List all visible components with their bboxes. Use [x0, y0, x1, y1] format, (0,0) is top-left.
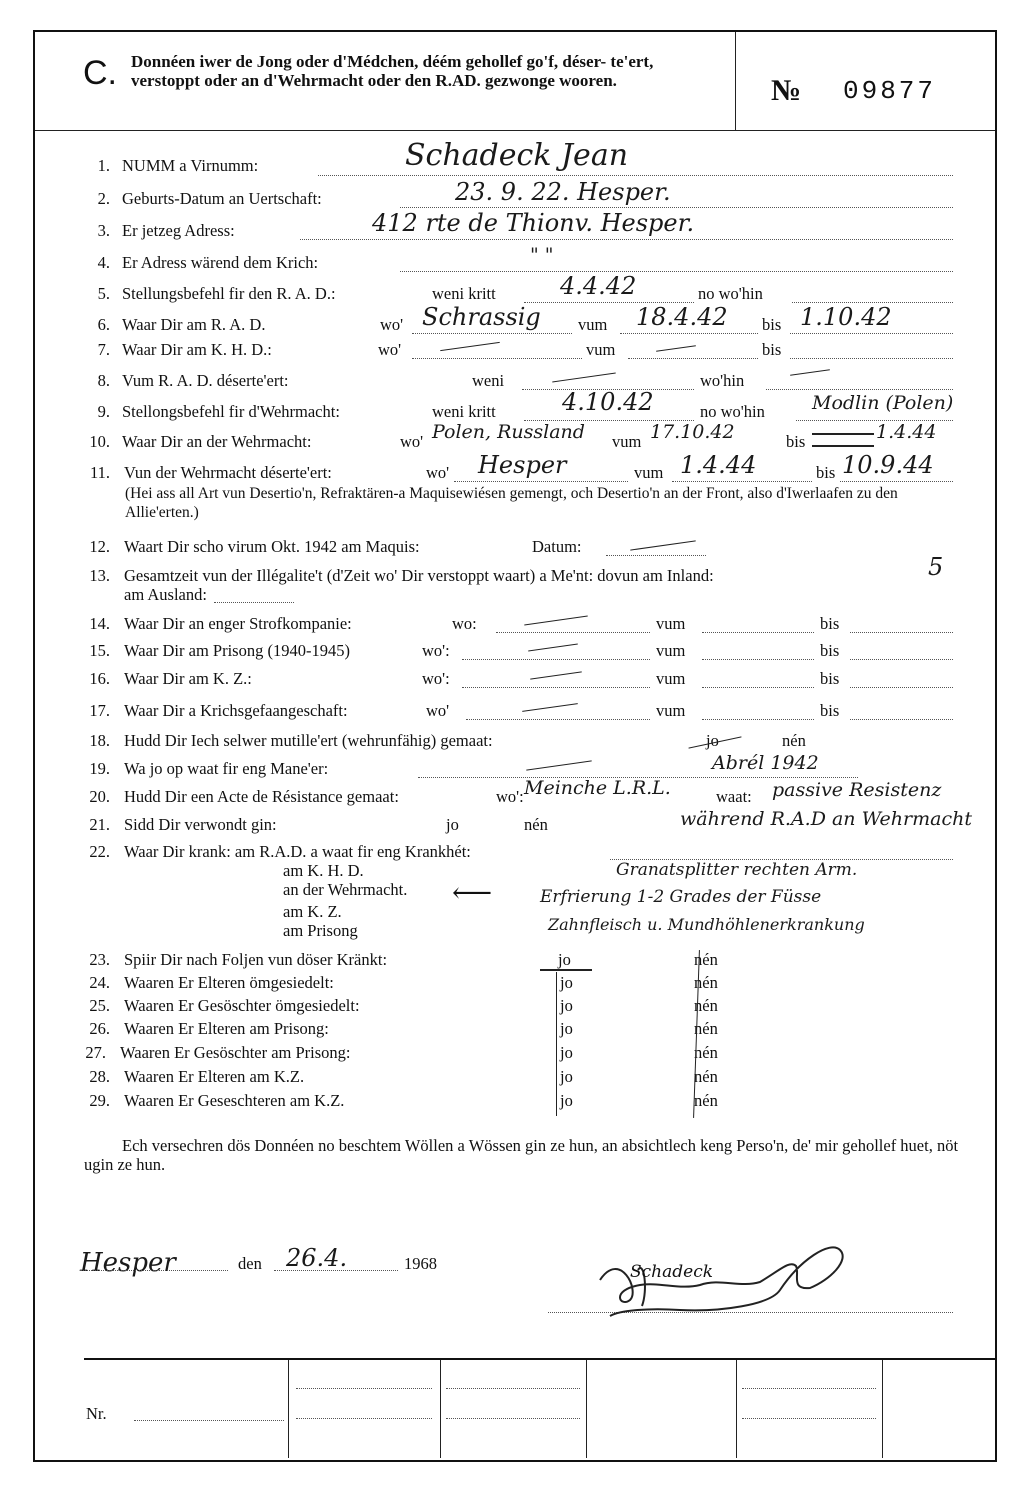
row-27 [0, 1043, 960, 1067]
signature-name: Schadeck [630, 1262, 714, 1282]
field-label: NUMM a Virnumm: [122, 156, 259, 175]
sub-label: wo': [496, 787, 524, 806]
dotted-line [214, 602, 294, 603]
sub-label: vum [612, 432, 642, 451]
field-label: Waaren Er Gesöschter am Prisong: [120, 1043, 351, 1062]
resistance-place[interactable]: Meinche L.R.L. [524, 777, 671, 799]
option-jo[interactable]: jo [446, 815, 459, 834]
birth-value[interactable]: 23. 9. 22. Hesper. [455, 178, 671, 206]
rad-order-date[interactable]: 4.4.42 [560, 272, 637, 300]
field-label: Er jetzeg Adress: [122, 221, 235, 240]
row-number: 16. [89, 669, 110, 688]
number-symbol: № [771, 74, 802, 107]
sub-label: bis [786, 432, 806, 451]
wartime-address-value[interactable]: " " [530, 244, 554, 266]
field-label: Waaren Er Elteren ömgesiedelt: [124, 973, 334, 992]
row-number: 9. [97, 402, 110, 421]
row-number: 3. [97, 221, 110, 240]
field-label: Stellongsbefehl fir d'Wehrmacht: [122, 402, 340, 421]
field-label: Waaren Er Elteren am Prisong: [124, 1019, 329, 1038]
sub-label: weni kritt [432, 284, 496, 303]
dotted-line [628, 358, 758, 359]
address-value[interactable]: 412 rte de Thionv. Hesper. [372, 209, 695, 237]
dotted-line [742, 1418, 876, 1419]
row-number: 21. [89, 815, 110, 834]
field-label: Wa jo op waat fir eng Mane'er: [124, 759, 329, 778]
footer-nr-label: Nr. [86, 1404, 107, 1423]
sub-label: wo' [378, 340, 402, 359]
sub-label: wo' [426, 701, 450, 720]
field-label: Sidd Dir verwondt gin: [124, 815, 277, 834]
row-number: 11. [89, 463, 110, 482]
sub-label: wo' [400, 432, 424, 451]
dotted-line [318, 175, 953, 176]
row-number: 25. [89, 996, 110, 1015]
sub-label: bis [820, 641, 840, 660]
option-jo[interactable]: jo [706, 731, 719, 750]
rad-to[interactable]: 1.10.42 [800, 303, 892, 331]
dotted-line [850, 632, 953, 633]
wehrmacht-order-date[interactable]: 4.10.42 [562, 388, 654, 416]
dotted-line [742, 1388, 876, 1389]
option-jo[interactable]: jo [560, 973, 573, 992]
field-label: Waar Dir krank: am R.A.D. a waat fir eng Krankhét: [124, 842, 471, 861]
illness-value-1[interactable]: Granatsplitter rechten Arm. [616, 860, 858, 880]
dotted-line [400, 207, 953, 208]
rad-from[interactable]: 18.4.42 [636, 303, 728, 331]
field-label: Gesamtzeit vun der Illégalite't (d'Zeit wo' Dir verstoppt waart) a Me'nt: dovun am Inland: [124, 566, 714, 585]
sub-label: an der Wehrmacht. [283, 880, 408, 899]
row-number: 18. [89, 731, 110, 750]
dotted-line [466, 719, 650, 720]
sub-label: Datum: [532, 537, 582, 556]
row-number: 2. [97, 189, 110, 208]
row-number: 13. [89, 566, 110, 585]
section-title: Donnéen iwer de Jong oder d'Médchen, déém gehollef go'f, déser- te'ert, verstoppt oder an d'Wehrmacht oder den R.AD. gezwonge wooren. [131, 52, 654, 90]
wehrmacht-place[interactable]: Polen, Russland [432, 421, 585, 443]
dotted-line [412, 358, 582, 359]
sub-label: wo: [452, 614, 477, 633]
footer-column-line [736, 1360, 737, 1458]
dotted-line [400, 271, 953, 272]
field-label: Er Adress wärend dem Krich: [122, 253, 319, 272]
name-value[interactable]: Schadeck Jean [405, 138, 629, 173]
row-23 [0, 950, 960, 974]
sub-label: am Prisong [283, 921, 358, 940]
sub-label: wo' [426, 463, 450, 482]
dotted-line [766, 389, 953, 390]
sub-label: am K. Z. [283, 902, 342, 921]
year-label: 1968 [404, 1254, 437, 1273]
sub-label: wo' [380, 315, 404, 334]
row-number: 10. [89, 432, 110, 451]
row-number: 22. [89, 842, 110, 861]
header-vertical-divider [735, 32, 736, 130]
field-label: Waar Dir an enger Strofkompanie: [124, 614, 352, 633]
field-label: Geburts-Datum an Uertschaft: [122, 189, 322, 208]
dotted-line [80, 1270, 228, 1271]
dotted-line [454, 481, 628, 482]
row-number: 26. [89, 1019, 110, 1038]
row-number: 23. [89, 950, 110, 969]
sub-label: vum [656, 701, 686, 720]
sub-label: wo': [422, 641, 450, 660]
option-nen[interactable]: nén [694, 1043, 718, 1062]
row-16 [0, 669, 960, 693]
row-17 [0, 701, 960, 725]
sub-label: bis [820, 669, 840, 688]
dotted-line [702, 659, 814, 660]
row-number: 6. [97, 315, 110, 334]
dotted-line [672, 481, 812, 482]
row-number: 17. [89, 701, 110, 720]
dotted-line [840, 481, 953, 482]
row-number: 28. [89, 1067, 110, 1086]
option-nen[interactable]: nén [694, 950, 718, 969]
dotted-line [850, 687, 953, 688]
sub-label: waat: [716, 787, 752, 806]
field-label: Spiir Dir nach Foljen vun döser Kränkt: [124, 950, 388, 969]
row-number: 15. [89, 641, 110, 660]
pen-vertical-jo [556, 972, 557, 1116]
illness-value-2[interactable]: Erfrierung 1-2 Grades der Füsse [540, 887, 822, 907]
row-number: 19. [89, 759, 110, 778]
field-label: Waar Dir am R. A. D. [122, 315, 266, 334]
dotted-line [134, 1420, 284, 1421]
footer-column-line [882, 1360, 883, 1458]
row-number: 1. [97, 156, 110, 175]
row-number: 8. [97, 371, 110, 390]
option-jo[interactable]: jo [560, 1091, 573, 1110]
row-number: 24. [89, 973, 110, 992]
desertion-note: (Hei ass all Art vun Desertio'n, Refraktären-a Maquisewiésen gemengt, och Desertio'n an der Front, also d'Iwerlaafen zu den Allie'erten.) [125, 485, 898, 521]
signature-date[interactable]: 26.4. [286, 1244, 348, 1272]
dotted-line [606, 555, 706, 556]
sub-label: no wo'hin [698, 284, 763, 303]
dotted-line [300, 239, 953, 240]
option-nen[interactable]: nén [694, 1019, 718, 1038]
dotted-line [496, 632, 650, 633]
illness-value-3[interactable]: Zahnfleisch u. Mundhöhlenerkrankung [548, 915, 865, 934]
sub-label: wo'hin [700, 371, 745, 390]
row-number: 5. [97, 284, 110, 303]
footer-column-line [288, 1360, 289, 1458]
field-label: Waaren Er Elteren am K.Z. [124, 1067, 305, 1086]
field-label: Waaren Er Geseschteren am K.Z. [124, 1091, 345, 1110]
dotted-line [296, 1418, 432, 1419]
row-28 [0, 1067, 960, 1091]
option-nen[interactable]: nén [782, 731, 806, 750]
arrow-left-icon: ⟵ [452, 878, 493, 909]
declaration-text: Ech versechren dös Donnéen no beschtem Wöllen a Wössen gin ze hun, an absichtlech keng Perso'n, de' mir gehollef huet, nöt ugin ze hun. [84, 1136, 959, 1174]
desertion-from[interactable]: 1.4.44 [680, 451, 757, 479]
row-25 [0, 996, 960, 1020]
row-number: 14. [89, 614, 110, 633]
dotted-line [296, 1388, 432, 1389]
field-label: Stellungsbefehl fir den R. A. D.: [122, 284, 336, 303]
dotted-line [790, 358, 953, 359]
field-label: am Ausland: [124, 585, 207, 604]
option-jo[interactable]: jo [560, 996, 573, 1015]
desertion-place[interactable]: Hesper [478, 451, 567, 479]
field-label: Vun der Wehrmacht déserte'ert: [124, 463, 332, 482]
option-nen[interactable]: nén [694, 996, 718, 1015]
row-15 [0, 641, 960, 665]
field-label: Waart Dir scho virum Okt. 1942 am Maquis: [124, 537, 420, 556]
dotted-line [462, 687, 650, 688]
row-number: 27. [85, 1043, 106, 1062]
row-number: 12. [89, 537, 110, 556]
option-jo[interactable]: jo [560, 1067, 573, 1086]
row-number: 29. [89, 1091, 110, 1110]
sub-label: weni [472, 371, 505, 390]
sub-label: weni kritt [432, 402, 496, 421]
signature-icon [560, 1230, 880, 1320]
option-jo[interactable]: jo [558, 950, 571, 969]
sub-label: vum [586, 340, 616, 359]
field-label: Waar Dir an der Wehrmacht: [122, 432, 312, 451]
mutilation-value[interactable]: Abrél 1942 [712, 752, 819, 774]
sub-label: vum [578, 315, 608, 334]
footer-column-line [440, 1360, 441, 1458]
field-label: Waar Dir a Krichsgefaangeschaft: [124, 701, 348, 720]
sub-label: am K. H. D. [283, 861, 364, 880]
dotted-line [702, 687, 814, 688]
sub-label: vum [634, 463, 664, 482]
field-label: Hudd Dir een Acte de Résistance gemaat: [124, 787, 399, 806]
wehrmacht-from[interactable]: 17.10.42 [650, 421, 735, 443]
dotted-line [446, 1418, 580, 1419]
dotted-line [702, 719, 814, 720]
row-24 [0, 973, 960, 997]
rad-place[interactable]: Schrassig [422, 303, 541, 331]
row-12 [0, 537, 960, 561]
footer-column-line [586, 1360, 587, 1458]
illegality-inland[interactable]: 5 [928, 553, 944, 581]
desertion-to[interactable]: 10.9.44 [842, 451, 934, 479]
sub-label: vum [656, 641, 686, 660]
option-nen[interactable]: nén [694, 1067, 718, 1086]
option-nen[interactable]: nén [694, 1091, 718, 1110]
field-label: Vum R. A. D. déserte'ert: [122, 371, 289, 390]
row-26 [0, 1019, 960, 1043]
sub-label: bis [820, 701, 840, 720]
field-label: Waar Dir am K. Z.: [124, 669, 252, 688]
scribble-out [812, 433, 874, 447]
option-nen[interactable]: nén [694, 973, 718, 992]
sub-label: wo': [422, 669, 450, 688]
dotted-line [620, 333, 758, 334]
sub-label: vum [656, 669, 686, 688]
wounded-value[interactable]: während R.A.D an Wehrmacht [680, 808, 972, 830]
option-jo[interactable]: jo [560, 1019, 573, 1038]
dotted-line [850, 719, 953, 720]
dotted-line [462, 659, 650, 660]
form-number: 09877 [843, 76, 937, 106]
row-14 [0, 614, 960, 638]
section-letter: C. [83, 54, 117, 92]
field-label: Hudd Dir Iech selwer mutille'ert (wehrunfähig) gemaat: [124, 731, 493, 750]
option-jo[interactable]: jo [560, 1043, 573, 1062]
sub-label: bis [816, 463, 836, 482]
field-label: Waar Dir am K. H. D.: [122, 340, 272, 359]
footer-divider [84, 1358, 997, 1360]
field-label: Waaren Er Gesöschter ömgesiedelt: [124, 996, 360, 1015]
resistance-type[interactable]: passive Resistenz [772, 779, 942, 801]
header-divider [35, 130, 995, 131]
row-number: 4. [97, 253, 110, 272]
signature-place[interactable]: Hesper [80, 1248, 176, 1278]
row-number: 20. [89, 787, 110, 806]
wehrmacht-destination[interactable]: Modlin (Polen) [812, 392, 954, 414]
underline-mark [540, 969, 592, 971]
dotted-line [702, 632, 814, 633]
den-label: den [238, 1254, 262, 1273]
row-4 [0, 253, 960, 277]
dotted-line [790, 333, 953, 334]
row-29 [0, 1091, 960, 1115]
sub-label: bis [762, 315, 782, 334]
dotted-line [850, 659, 953, 660]
option-nen[interactable]: nén [524, 815, 548, 834]
sub-label: no wo'hin [700, 402, 765, 421]
dotted-line [412, 333, 572, 334]
row-number: 7. [97, 340, 110, 359]
sub-label: vum [656, 614, 686, 633]
wehrmacht-to[interactable]: 1.4.44 [876, 421, 937, 443]
sub-label: bis [762, 340, 782, 359]
dotted-line [446, 1388, 580, 1389]
field-label: Waar Dir am Prisong (1940-1945) [124, 641, 350, 660]
sub-label: bis [820, 614, 840, 633]
